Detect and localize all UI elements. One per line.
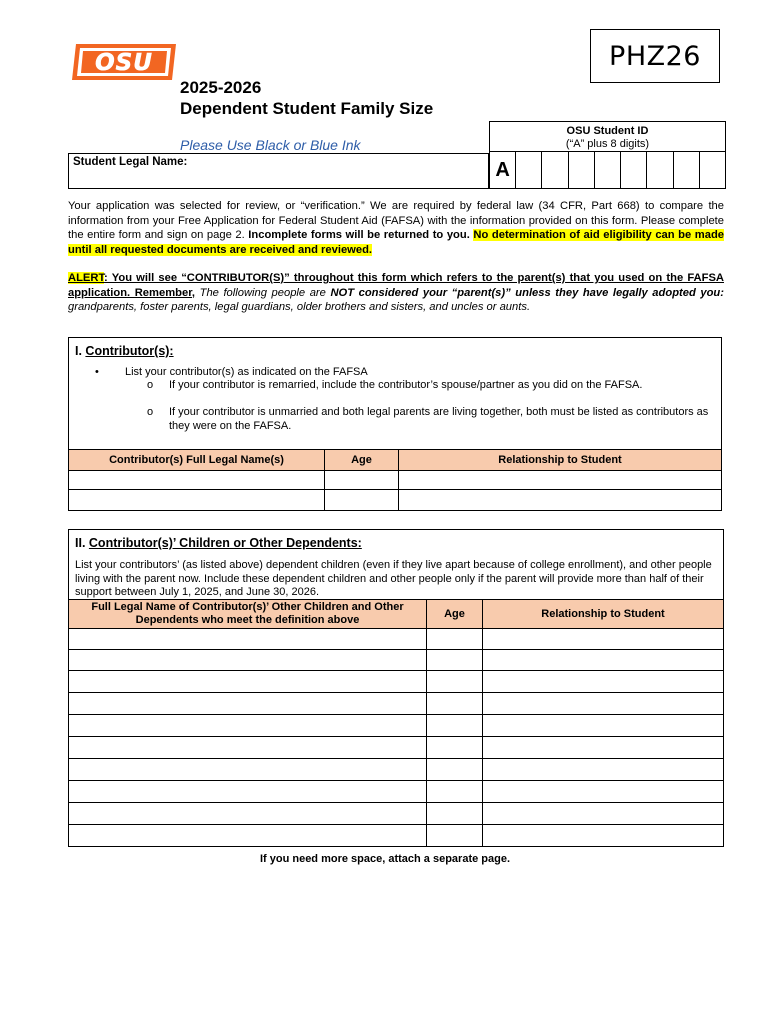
student-id-digit[interactable]: [516, 152, 542, 189]
name-cell[interactable]: [69, 671, 427, 693]
bullet-dot: •: [95, 366, 99, 378]
relationship-cell[interactable]: [483, 671, 724, 693]
column-header: Relationship to Student: [399, 450, 722, 471]
section-title: Contributor(s):: [85, 344, 174, 358]
form-code: PHZ26: [590, 29, 720, 83]
student-id-digit[interactable]: [542, 152, 568, 189]
relationship-cell[interactable]: [483, 650, 724, 671]
sub-bullet-text: If your contributor is unmarried and both legal parents are living together, both must be listed as contributors as they were on the FAFSA.: [169, 406, 709, 432]
column-header: Age: [325, 450, 399, 471]
student-id-cells: [490, 152, 725, 189]
column-header: Contributor(s) Full Legal Name(s): [69, 450, 325, 471]
age-cell[interactable]: [427, 693, 483, 715]
age-cell[interactable]: [427, 825, 483, 847]
column-header: Full Legal Name of Contributor(s)’ Other Children and Other Dependents who meet the definition above: [69, 600, 427, 629]
section-contributors: [68, 337, 722, 450]
name-cell[interactable]: [69, 803, 427, 825]
age-cell[interactable]: [427, 781, 483, 803]
student-name-field[interactable]: [68, 153, 489, 189]
alert-paragraph: [68, 271, 724, 315]
age-cell[interactable]: [427, 803, 483, 825]
column-header: Age: [427, 600, 483, 629]
section-number: I.: [75, 344, 86, 358]
student-id-digit[interactable]: [700, 152, 725, 189]
section-number: II.: [75, 536, 89, 550]
table-row: [69, 825, 724, 847]
table-header-row: [69, 450, 722, 471]
student-id-digit[interactable]: [647, 152, 673, 189]
table-row: [69, 490, 722, 511]
relationship-cell[interactable]: [483, 825, 724, 847]
name-cell[interactable]: [69, 471, 325, 490]
age-cell[interactable]: [325, 471, 399, 490]
name-cell[interactable]: [69, 715, 427, 737]
section-description: List your contributors’ (as listed above) dependent children (even if they live apart because of college enrollment), and other people living with the parent now. Include these dependent children and other people only if the parent will provide more than half of their support between July 1, 2025, and June 30, 2026.: [75, 559, 712, 598]
form-year: 2025-2026: [180, 78, 262, 97]
table-row: [69, 629, 724, 650]
name-cell[interactable]: [69, 825, 427, 847]
age-cell[interactable]: [427, 629, 483, 650]
table-row: [69, 693, 724, 715]
section-title: Contributor(s)’ Children or Other Dependents:: [88, 536, 362, 550]
name-cell[interactable]: [69, 737, 427, 759]
age-cell[interactable]: [427, 671, 483, 693]
student-name-label: Student Legal Name:: [73, 156, 188, 168]
student-id-prefix: A: [490, 152, 516, 189]
intro-highlight: No determination of aid eligibility can be made until all requested documents are received and reviewed.: [68, 229, 725, 256]
student-id-header: [490, 122, 725, 152]
contributors-table: [68, 449, 722, 511]
ink-note: Please Use Black or Blue Ink: [180, 137, 361, 153]
relationship-cell[interactable]: [483, 715, 724, 737]
name-cell[interactable]: [69, 490, 325, 511]
section-heading: [75, 536, 362, 550]
footer-note: If you need more space, attach a separate page.: [259, 853, 511, 865]
age-cell[interactable]: [427, 715, 483, 737]
alert-list: grandparents, foster parents, legal guardians, older brothers and sisters, and uncles or aunts.: [68, 301, 531, 313]
sub-bullet-marker: o: [147, 379, 154, 391]
name-cell[interactable]: [69, 759, 427, 781]
section-dependents: [68, 529, 724, 600]
osu-logo: [68, 38, 180, 86]
table-row: [69, 671, 724, 693]
name-cell[interactable]: [69, 650, 427, 671]
relationship-cell[interactable]: [483, 737, 724, 759]
page-title: Dependent Student Family Size: [180, 99, 434, 118]
alert-bold: : You will see “CONTRIBUTOR(S)” throughout this form which refers to the parent(s) that you used on the FAFSA application. Remember,: [68, 272, 724, 299]
dependents-table: [68, 599, 724, 847]
intro-bold: Incomplete forms will be returned to you.: [248, 229, 470, 241]
relationship-cell[interactable]: [399, 471, 722, 490]
student-id-label: OSU Student ID: [566, 125, 649, 137]
student-id-digit[interactable]: [595, 152, 621, 189]
name-cell[interactable]: [69, 629, 427, 650]
table-row: [69, 781, 724, 803]
student-id-hint: (“A” plus 8 digits): [565, 138, 650, 150]
logo-text: OSU: [95, 50, 153, 76]
age-cell[interactable]: [427, 737, 483, 759]
student-id-digit[interactable]: [569, 152, 595, 189]
table-row: [69, 737, 724, 759]
bullet-text: List your contributor(s) as indicated on the FAFSA: [125, 366, 368, 378]
table-row: [69, 471, 722, 490]
relationship-cell[interactable]: [483, 759, 724, 781]
relationship-cell[interactable]: [399, 490, 722, 511]
table-row: [69, 803, 724, 825]
table-row: [69, 650, 724, 671]
age-cell[interactable]: [427, 759, 483, 781]
relationship-cell[interactable]: [483, 803, 724, 825]
intro-text: Your application was selected for review, or “verification.” We are required by federal law (34 CFR, Part 668) to compare the information from your Free Application for Federal Student Aid (FAFSA) with the information provided on this form. Please complete the entire form and sign on page 2.: [68, 200, 724, 241]
alert-not: NOT considered your “parent(s)” unless they have legally adopted you:: [330, 286, 724, 299]
section-heading: [75, 344, 174, 358]
age-cell[interactable]: [325, 490, 399, 511]
relationship-cell[interactable]: [483, 693, 724, 715]
sub-bullet-marker: o: [147, 406, 154, 418]
sub-bullet-text: If your contributor is remarried, include the contributor’s spouse/partner as you did on the FAFSA.: [169, 379, 643, 391]
age-cell[interactable]: [427, 650, 483, 671]
name-cell[interactable]: [69, 693, 427, 715]
column-header: Relationship to Student: [483, 600, 724, 629]
student-id-box: [489, 121, 726, 189]
intro-paragraph: [68, 199, 724, 257]
alert-italic: The following people are: [195, 286, 331, 299]
student-id-digit[interactable]: [674, 152, 700, 189]
alert-label: ALERT: [68, 272, 105, 284]
relationship-cell[interactable]: [483, 781, 724, 803]
table-header-row: [69, 600, 724, 629]
student-id-digit[interactable]: [621, 152, 647, 189]
name-cell[interactable]: [69, 781, 427, 803]
relationship-cell[interactable]: [483, 629, 724, 650]
table-row: [69, 759, 724, 781]
table-row: [69, 715, 724, 737]
